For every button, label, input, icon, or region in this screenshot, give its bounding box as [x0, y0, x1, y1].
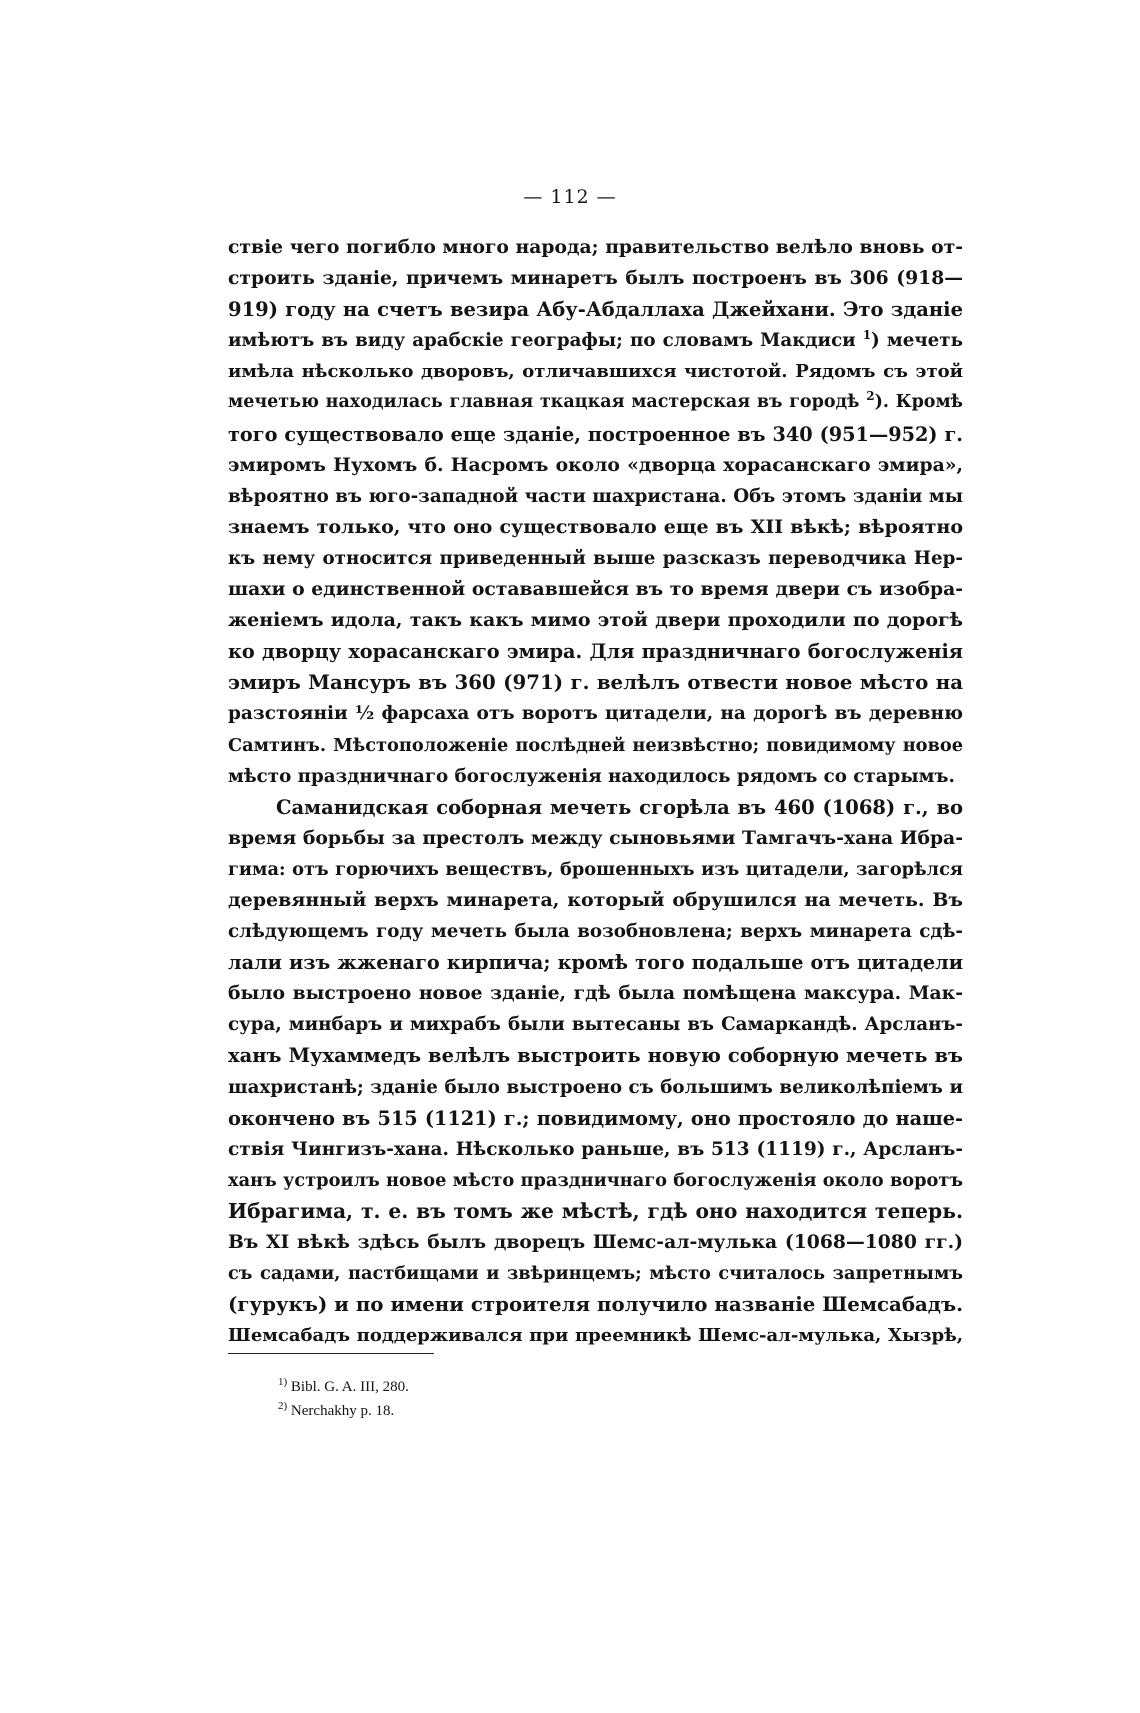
- text-line: 919) году на счетъ везира Абу-Абдаллаха Джейхани. Это зданіе: [228, 298, 963, 322]
- text-line: къ нему относится приведенный выше разсказъ переводчика Нер-: [228, 547, 963, 569]
- text-line: Саманидская соборная мечеть сгорѣла въ 460 (1068) г., во: [276, 795, 963, 819]
- text-line: ствіе чего погибло много народа; правительство велѣло вновь от-: [228, 236, 963, 258]
- footnote-text: Bibl. G. A. III, 280.: [290, 1379, 409, 1395]
- text-line: ханъ устроилъ новое мѣсто праздничнаго богослуженія около воротъ: [228, 1169, 963, 1191]
- text-line: ханъ Мухаммедъ велѣлъ выстроить новую соборную мечеть въ: [228, 1044, 963, 1068]
- text-line: шахи о единственной остававшейся въ то время двери съ изобра-: [228, 578, 963, 601]
- text-segment: мечетью находилась главная ткацкая мастерская въ городѣ: [228, 392, 867, 413]
- footnote-reference: 1: [862, 328, 872, 343]
- footnote-reference: 2: [866, 389, 875, 404]
- text-line: ствія Чингизъ-хана. Нѣсколько раньше, въ 513 (1119) г., Арсланъ-: [228, 1138, 963, 1160]
- text-line: строить зданіе, причемъ минаретъ былъ построенъ въ 306 (918—: [228, 267, 963, 290]
- footnote-mark: 1): [278, 1376, 288, 1388]
- text-segment: ). Кромѣ: [874, 392, 963, 413]
- text-line: Шемсабадъ поддерживался при преемникѣ Шемс-ал-мулька, Хызрѣ,: [228, 1325, 963, 1347]
- text-line: гима: отъ горючихъ веществъ, брошенныхъ изъ цитадели, загорѣлся: [228, 858, 963, 880]
- text-line: было выстроено новое зданіе, гдѣ была помѣщена максура. Мак-: [228, 982, 963, 1005]
- footnote-text: Nerchakhy p. 18.: [290, 1403, 395, 1419]
- text-line: съ садами, пастбищами и звѣринцемъ; мѣсто считалось запретнымъ: [228, 1263, 963, 1285]
- footnotes: [278, 1375, 409, 1423]
- text-line: ко дворцу хорасанскаго эмира. Для праздничнаго богослуженія: [228, 640, 963, 664]
- text-segment: имѣютъ въ виду арабскіе географы; по словамъ Макдиси: [228, 330, 863, 352]
- text-line: сура, минбаръ и михрабъ были вытесаны въ Самаркандѣ. Арсланъ-: [228, 1014, 963, 1036]
- text-line: мѣсто праздничнаго богослуженія находилось рядомъ со старымъ.: [228, 765, 955, 787]
- paragraph-1: [228, 232, 963, 792]
- footnote-divider: [228, 1353, 434, 1354]
- text-line: [228, 325, 963, 356]
- text-line: Самтинъ. Мѣстоположеніе послѣдней неизвѣстно; повидимому новое: [228, 734, 963, 756]
- text-line: слѣдующемъ году мечеть была возобновлена; верхъ минарета сдѣ-: [228, 921, 963, 943]
- text-line: лали изъ жженаго кирпича; кромѣ того подальше отъ цитадели: [228, 951, 963, 975]
- text-line: окончено въ 515 (1121) г.; повидимому, оно простояло до наше-: [228, 1106, 963, 1130]
- footnote-2: [278, 1399, 409, 1423]
- text-segment: ) мечеть: [871, 330, 963, 352]
- text-line: того существовало еще зданіе, построенное въ 340 (951—952) г.: [228, 422, 963, 446]
- text-line: женіемъ идола, такъ какъ мимо этой двери проходили по дорогѣ: [228, 609, 963, 632]
- text-line: деревянный верхъ минарета, который обрушился на мечеть. Въ: [228, 888, 963, 911]
- text-line: эмиромъ Нухомъ б. Насромъ около «дворца хорасанскаго эмира»,: [228, 453, 963, 476]
- text-line: имѣла нѣсколько дворовъ, отличавшихся чистотой. Рядомъ съ этой: [228, 361, 963, 383]
- footnote-1: [278, 1375, 409, 1399]
- text-line: разстояніи ½ фарсаха отъ воротъ цитадели, на дорогѣ въ деревню: [228, 703, 963, 725]
- text-line: Въ XI вѣкѣ здѣсь былъ дворецъ Шемс-ал-мулька (1068—1080 гг.): [228, 1231, 963, 1253]
- footnote-mark: 2): [278, 1400, 288, 1412]
- text-line: шахристанѣ; зданіе было выстроено съ большимъ великолѣпіемъ и: [228, 1076, 963, 1098]
- text-line: вѣроятно въ юго-западной части шахристана. Объ этомъ зданіи мы: [228, 485, 963, 507]
- text-line: эмиръ Мансуръ въ 360 (971) г. велѣлъ отвести новое мѣсто на: [228, 670, 963, 695]
- text-line: знаемъ только, что оно существовало еще въ XII вѣкѣ; вѣроятно: [228, 515, 963, 538]
- text-line: Ибрагима, т. е. въ томъ же мѣстѣ, гдѣ оно находится теперь.: [228, 1198, 963, 1223]
- main-text: [228, 232, 963, 1351]
- text-line: время борьбы за престолъ между сыновьями Тамгачъ-хана Ибра-: [228, 826, 963, 849]
- text-line: [228, 387, 963, 418]
- paragraph-2: [228, 792, 963, 1352]
- page-number: — 112 —: [523, 186, 617, 208]
- text-line: (гурукъ) и по имени строителя получило названіе Шемсабадъ.: [228, 1292, 963, 1317]
